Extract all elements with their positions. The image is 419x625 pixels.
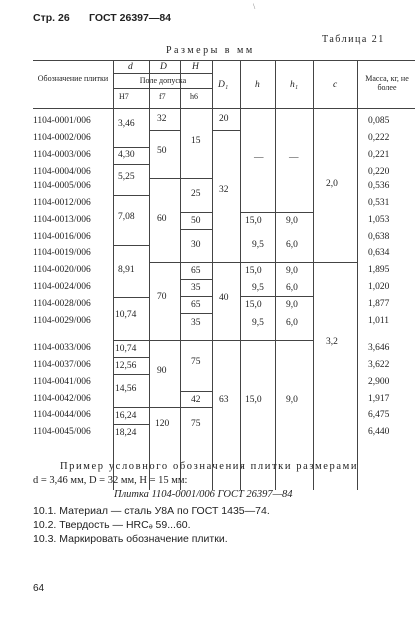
d-value: 18,24 (115, 428, 137, 438)
table-row-mass: 3,622 (368, 360, 390, 370)
D1-value: 20 (219, 114, 229, 124)
table-row-mass: 1,011 (368, 316, 390, 326)
table-row-designation: 1104-0020/006 (33, 265, 91, 275)
h-value: 15,0 (245, 216, 262, 226)
D-value: 70 (157, 292, 167, 302)
table-row-mass: 1,895 (368, 265, 390, 275)
standard-number: ГОСТ 26397—84 (89, 12, 172, 24)
h1-value: 6,0 (286, 318, 298, 328)
col-f7: f7 (159, 92, 166, 101)
table-row-designation: 1104-0004/006 (33, 167, 91, 177)
d-value: 4,30 (118, 150, 135, 160)
table-row-mass: 0,220 (368, 167, 390, 177)
col-tolerance: Поле допуска (139, 76, 187, 85)
d-value: 10,74 (115, 344, 137, 354)
H-value: 25 (191, 189, 201, 199)
D-value: 120 (155, 419, 170, 429)
table-row-designation: 1104-0016/006 (33, 232, 91, 242)
table-row-designation: 1104-0028/006 (33, 299, 91, 309)
note-1: 10.1. Материал — сталь У8А по ГОСТ 1435—74. (33, 505, 270, 517)
table-row-designation: 1104-0001/006 (33, 116, 91, 126)
H-value: 35 (191, 283, 201, 293)
d-value: 10,74 (115, 310, 137, 320)
col-H: H (192, 62, 199, 72)
D1-value: 63 (219, 395, 229, 405)
table-row-mass: 1,877 (368, 299, 390, 309)
example-line-2: d = 3,46 мм, D = 32 мм, H = 15 мм: (33, 475, 188, 486)
col-D1: D₁ (218, 80, 229, 90)
col-d: d (128, 62, 133, 72)
table-row-mass: 0,085 (368, 116, 390, 126)
page-label: Стр. 26 (33, 12, 70, 24)
table-row-designation: 1104-0033/006 (33, 343, 91, 353)
h-value: 9,5 (252, 283, 264, 293)
table-row-designation: 1104-0024/006 (33, 282, 91, 292)
table-caption: Таблица 21 (322, 34, 385, 45)
D-value: 90 (157, 366, 167, 376)
h-value: 9,5 (252, 240, 264, 250)
table-row-designation: 1104-0013/006 (33, 215, 91, 225)
d-value: 14,56 (115, 384, 137, 394)
h-value: 9,5 (252, 318, 264, 328)
example-line-1: Пример условного обозначения плитки размерами (60, 461, 359, 472)
h1-value: 9,0 (286, 216, 298, 226)
table-row-mass: 0,221 (368, 150, 390, 160)
D-value: 50 (157, 146, 167, 156)
table-row-mass: 1,053 (368, 215, 390, 225)
c-value: 3,2 (326, 337, 338, 347)
col-D: D (160, 62, 167, 72)
table-row-designation: 1104-0044/006 (33, 410, 91, 420)
col-designation: Обозначение плитки (37, 74, 109, 83)
d-value: 16,24 (115, 411, 137, 421)
col-h1: h₁ (290, 80, 299, 90)
table-row-designation: 1104-0037/006 (33, 360, 91, 370)
table-row-designation: 1104-0019/006 (33, 248, 91, 258)
scan-mark: \ (253, 2, 256, 11)
col-h: h (255, 80, 260, 90)
d-value: 3,46 (118, 119, 135, 129)
col-h7: H7 (119, 92, 129, 101)
table-row-designation: 1104-0003/006 (33, 150, 91, 160)
h1-value: 6,0 (286, 283, 298, 293)
col-c: c (333, 80, 338, 90)
H-value: 65 (191, 300, 201, 310)
H-value: 15 (191, 136, 201, 146)
d-value: 8,91 (118, 265, 135, 275)
c-value: 2,0 (326, 179, 338, 189)
D1-value: 40 (219, 293, 229, 303)
col-h6: h6 (190, 92, 198, 101)
example-line-3: Плитка 1104-0001/006 ГОСТ 26397—84 (114, 489, 293, 500)
table-row-mass: 1,917 (368, 394, 390, 404)
table-row-mass: 0,638 (368, 232, 390, 242)
page-number: 64 (33, 583, 45, 594)
H-value: 30 (191, 240, 201, 250)
dimensions-caption: Размеры в мм (166, 45, 255, 56)
D-value: 32 (157, 114, 167, 124)
H-value: 75 (191, 419, 201, 429)
table-row-mass: 6,475 (368, 410, 390, 420)
h1-value: 9,0 (286, 300, 298, 310)
table-row-mass: 0,634 (368, 248, 390, 258)
table-row-designation: 1104-0012/006 (33, 198, 91, 208)
table-row-mass: 0,222 (368, 133, 390, 143)
H-value: 65 (191, 266, 201, 276)
h-value: 15,0 (245, 266, 262, 276)
H-value: 75 (191, 357, 201, 367)
h1-value: 9,0 (286, 395, 298, 405)
table-row-designation: 1104-0005/006 (33, 181, 91, 191)
table-row-designation: 1104-0029/006 (33, 316, 91, 326)
D-value: 60 (157, 214, 167, 224)
table-row-designation: 1104-0042/006 (33, 394, 91, 404)
h-value: 15,0 (245, 300, 262, 310)
table-row-designation: 1104-0045/006 (33, 427, 91, 437)
table-row-mass: 0,536 (368, 181, 390, 191)
note-2: 10.2. Твердость — HRCₔ 59...60. (33, 519, 191, 531)
table-row-designation: 1104-0002/006 (33, 133, 91, 143)
H-value: 50 (191, 216, 201, 226)
h1-value: 9,0 (286, 266, 298, 276)
d-value: 12,56 (115, 361, 137, 371)
d-value: 7,08 (118, 212, 135, 222)
table-row-mass: 3,646 (368, 343, 390, 353)
h-value: 15,0 (245, 395, 262, 405)
col-mass: Масса, кг, не более (365, 74, 409, 92)
d-value: 5,25 (118, 172, 135, 182)
D1-value: 32 (219, 185, 229, 195)
table-row-mass: 6,440 (368, 427, 390, 437)
note-3: 10.3. Маркировать обозначение плитки. (33, 533, 228, 545)
table-row-mass: 2,900 (368, 377, 390, 387)
H-value: 35 (191, 318, 201, 328)
H-value: 42 (191, 395, 201, 405)
h1-value: — (289, 153, 299, 163)
table-row-mass: 1,020 (368, 282, 390, 292)
table-row-mass: 0,531 (368, 198, 390, 208)
h-value: — (254, 153, 264, 163)
table-row-designation: 1104-0041/006 (33, 377, 91, 387)
h1-value: 6,0 (286, 240, 298, 250)
